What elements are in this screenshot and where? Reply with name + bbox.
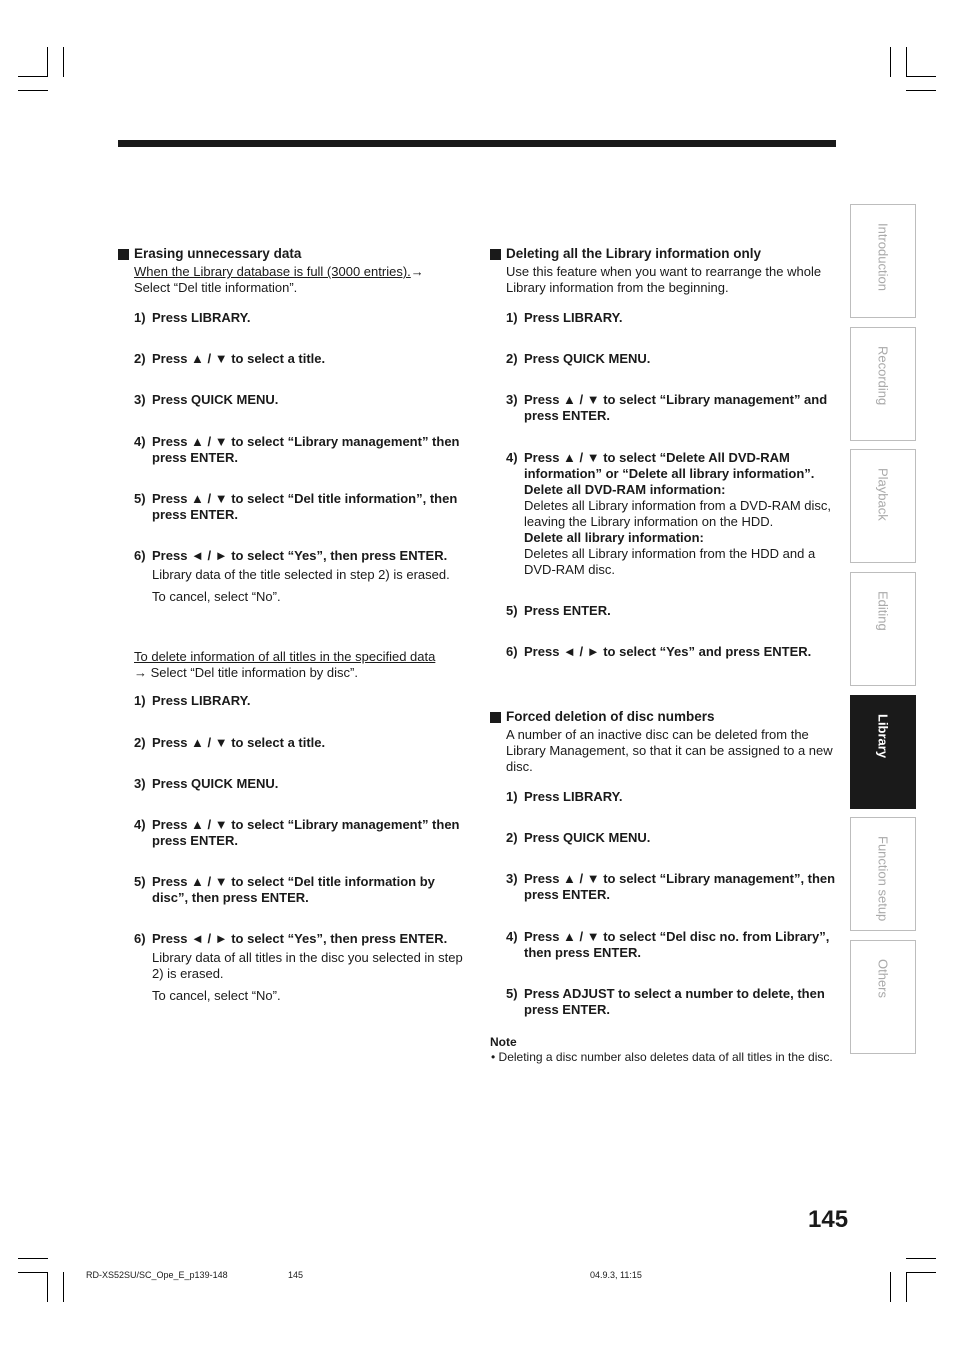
tab-library[interactable]: Library: [850, 695, 916, 809]
crop-mark: [47, 1272, 48, 1302]
square-bullet-icon: [118, 249, 129, 260]
crop-mark: [906, 90, 936, 91]
crop-mark: [47, 47, 48, 77]
step: 5) Press ▲ / ▼ to select “Del title information by disc”, then press ENTER.: [134, 874, 435, 905]
tab-playback[interactable]: Playback: [850, 449, 916, 563]
step: 6) Press ◄ / ► to select “Yes”, then press ENTER. Library data of the title selected in step 2) is erased. To cancel, select “No”.: [134, 548, 450, 604]
section-intro: To delete information of all titles in the specified data → Select “Del title information by disc”.: [134, 649, 436, 680]
step: 2) Press ▲ / ▼ to select a title.: [134, 351, 326, 366]
section-intro: Use this feature when you want to rearrange the whole Library information from the beginning.: [506, 264, 822, 295]
step: 6) Press ◄ / ► to select “Yes” and press ENTER.: [506, 644, 812, 659]
step: 2) Press QUICK MENU.: [506, 351, 651, 366]
step: 3) Press QUICK MENU.: [134, 776, 279, 791]
crop-mark: [906, 47, 907, 77]
step: 5) Press ▲ / ▼ to select “Del title information”, then press ENTER.: [134, 491, 458, 522]
step: 6) Press ◄ / ► to select “Yes”, then press ENTER. Library data of all titles in the disc you selected in step 2) is erased. To cancel, select “No”.: [134, 931, 463, 1003]
step: 2) Press ▲ / ▼ to select a title.: [134, 735, 326, 750]
section-intro: When the Library database is full (3000 entries).→ Select “Del title information”.: [134, 264, 424, 295]
crop-mark: [890, 1272, 891, 1302]
crop-mark: [18, 1272, 48, 1273]
step: 3) Press ▲ / ▼ to select “Library management” and press ENTER.: [506, 392, 828, 423]
tab-editing[interactable]: Editing: [850, 572, 916, 686]
step: 3) Press ▲ / ▼ to select “Library management”, then press ENTER.: [506, 871, 836, 902]
square-bullet-icon: [490, 249, 501, 260]
step: 4) Press ▲ / ▼ to select “Delete All DVD-RAM information” or “Delete all library information”. Delete all DVD-RAM information: Deletes all Library information from a DVD-RAM disc, leaving the Library information on the HDD. Delete all library information: Deletes all Library information from the HDD and a DVD-RAM disc.: [506, 450, 832, 577]
step: 2) Press QUICK MENU.: [506, 830, 651, 845]
step: 1) Press LIBRARY.: [506, 789, 623, 804]
footer-page: 145: [288, 1270, 304, 1280]
right-column: [490, 246, 840, 1065]
arrow-right-icon: →: [134, 665, 147, 680]
step: 3) Press QUICK MENU.: [134, 392, 279, 407]
crop-mark: [906, 1258, 936, 1259]
crop-mark: [906, 76, 936, 77]
step: 1) Press LIBRARY.: [506, 310, 623, 325]
tab-function-setup[interactable]: Function setup: [850, 817, 916, 931]
arrow-right-icon: →: [410, 264, 424, 279]
crop-mark: [18, 90, 48, 91]
section-heading: Forced deletion of disc numbers: [490, 709, 840, 725]
crop-mark: [18, 1258, 48, 1259]
square-bullet-icon: [490, 712, 501, 723]
step: 4) Press ▲ / ▼ to select “Library management” then press ENTER.: [134, 434, 460, 465]
step: 5) Press ADJUST to select a number to delete, then press ENTER.: [506, 986, 825, 1017]
section-heading: Erasing unnecessary data: [118, 246, 468, 262]
section-intro: A number of an inactive disc can be deleted from the Library Management, so that it can be assigned to a new disc.: [506, 727, 833, 774]
footer-file: RD-XS52SU/SC_Ope_E_p139-148: [86, 1270, 228, 1280]
crop-mark: [906, 1272, 936, 1273]
crop-mark: [890, 47, 891, 77]
crop-mark: [906, 1272, 907, 1302]
page-number: 145: [808, 1206, 849, 1233]
step: 4) Press ▲ / ▼ to select “Del disc no. from Library”, then press ENTER.: [506, 929, 830, 960]
section-heading: Deleting all the Library information only: [490, 246, 840, 262]
crop-mark: [63, 1272, 64, 1302]
tab-others[interactable]: Others: [850, 940, 916, 1054]
tab-recording[interactable]: Recording: [850, 327, 916, 441]
step: 1) Press LIBRARY.: [134, 310, 251, 325]
step: 5) Press ENTER.: [506, 603, 611, 618]
step: 4) Press ▲ / ▼ to select “Library management” then press ENTER.: [134, 817, 460, 848]
tab-introduction[interactable]: Introduction: [850, 204, 916, 318]
step: 1) Press LIBRARY.: [134, 693, 251, 708]
crop-mark: [63, 47, 64, 77]
left-column: [118, 246, 468, 1004]
crop-mark: [18, 76, 48, 77]
note: Note • Deleting a disc number also deletes data of all titles in the disc.: [490, 1035, 833, 1064]
header-rule: [118, 140, 836, 147]
footer-datetime: 04.9.3, 11:15: [590, 1270, 642, 1280]
